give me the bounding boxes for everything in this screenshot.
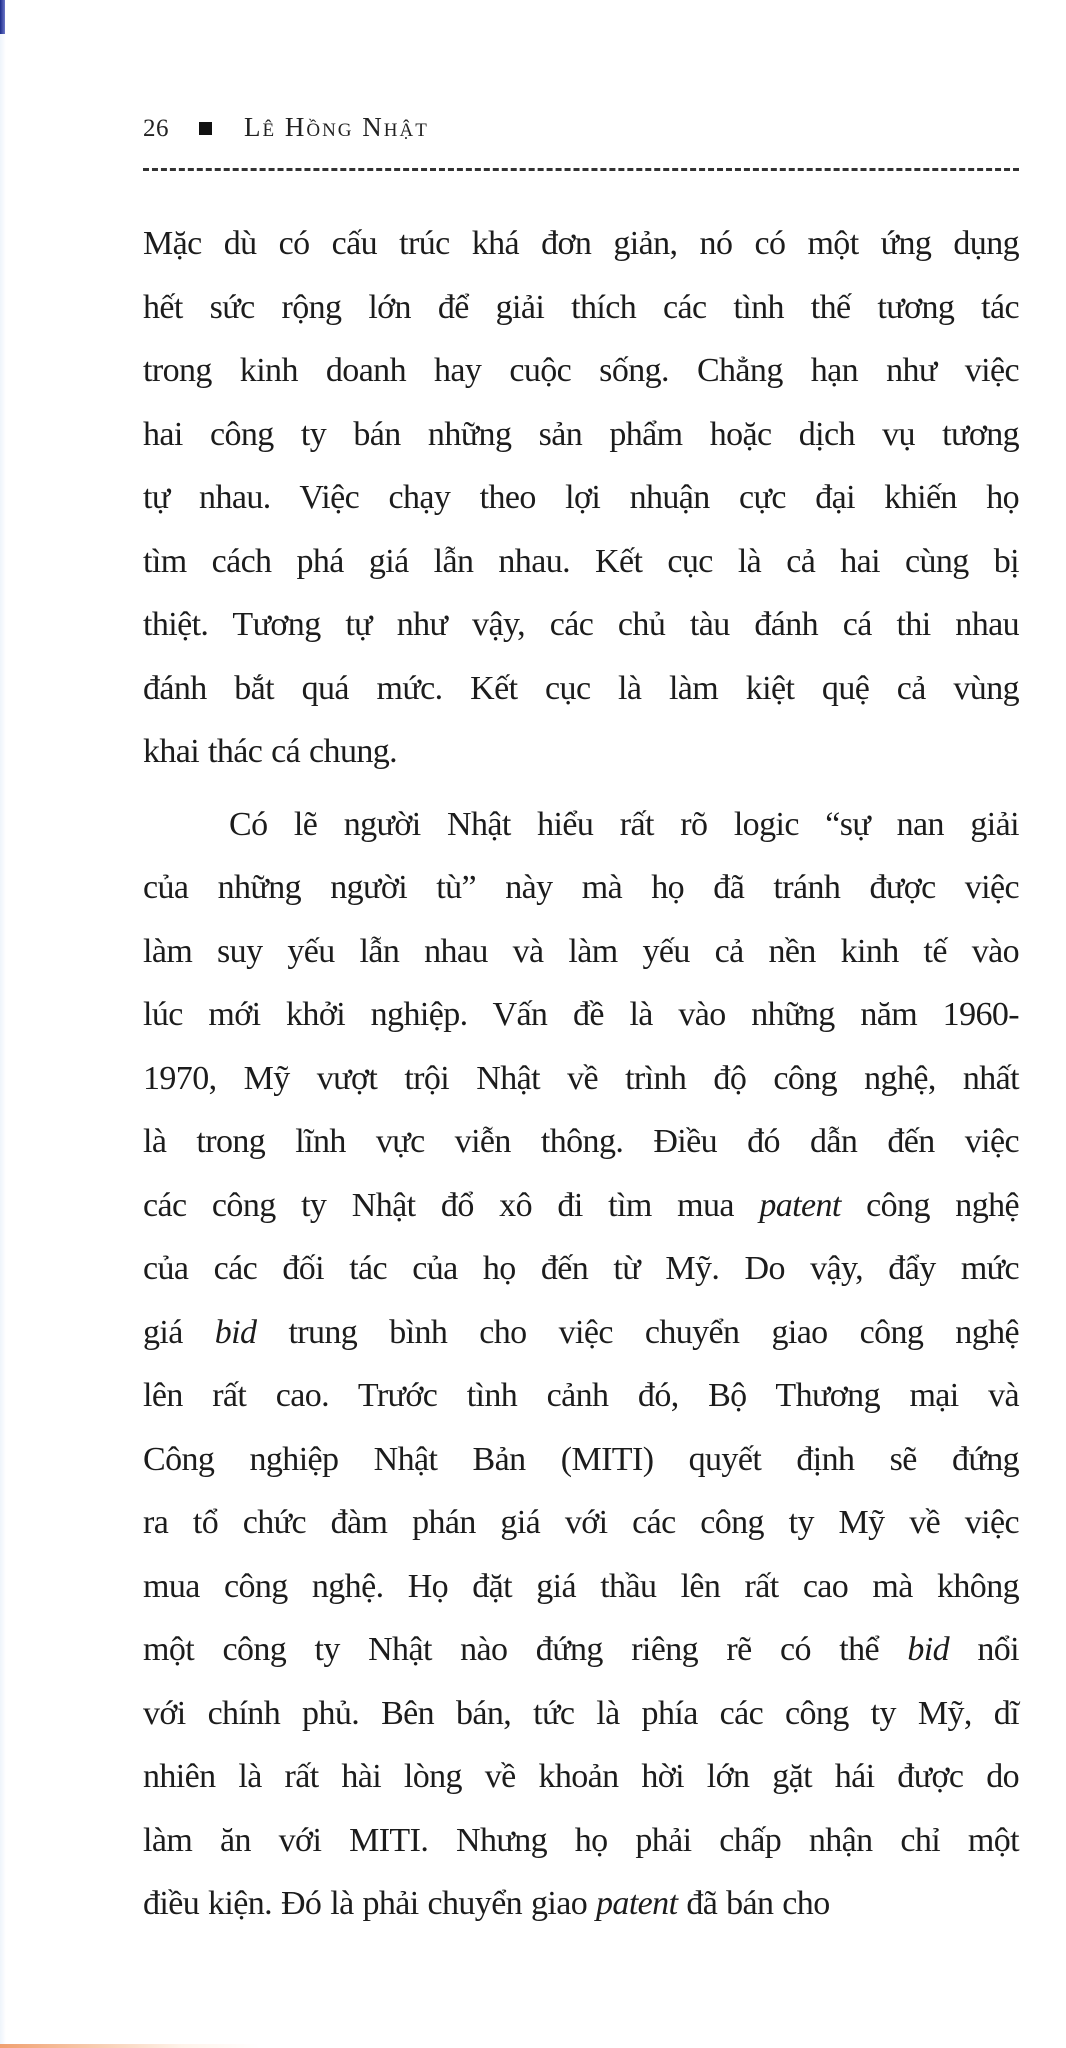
text-segment: khai thác cá chung.	[143, 733, 398, 770]
text-segment: làm suy yếu lẫn nhau và làm yếu cả nền kinh tế vào	[143, 932, 1019, 970]
text-segment: tự nhau. Việc chạy theo lợi nhuận cực đại khiến họ	[143, 479, 1019, 516]
text-line	[143, 657, 1019, 721]
text-segment: làm ăn với MITI. Nhưng họ phải chấp nhận chỉ một	[143, 1821, 1019, 1859]
text-segment: 1970, Mỹ vượt trội Nhật về trình độ công nghệ, nhất	[143, 1059, 1019, 1097]
text-line	[143, 1174, 1019, 1238]
text-line	[143, 1428, 1019, 1492]
text-segment: Công nghiệp Nhật Bản (MITI) quyết định sẽ đứng	[143, 1440, 1019, 1478]
text-segment: lên rất cao. Trước tình cảnh đó, Bộ Thương mại và	[143, 1377, 1019, 1414]
body-text	[143, 212, 1019, 1936]
paragraph-2	[143, 793, 1019, 1936]
black-square-icon	[199, 122, 212, 135]
text-segment: đánh bắt quá mức. Kết cục là làm kiệt quệ cả vùng	[143, 669, 1019, 707]
text-line	[143, 1682, 1019, 1746]
italic-term: bid	[214, 1313, 257, 1351]
text-line	[143, 1237, 1019, 1301]
text-segment: thiệt. Tương tự như vậy, các chủ tàu đánh cá thi nhau	[143, 606, 1019, 643]
text-line	[143, 530, 1019, 594]
text-segment: nổi	[948, 1631, 1019, 1668]
text-segment: điều kiện. Đó là phải chuyển giao	[143, 1885, 597, 1922]
italic-term: patent	[759, 1186, 841, 1224]
text-segment: giá	[143, 1313, 215, 1351]
text-segment: với chính phủ. Bên bán, tức là phía các công ty Mỹ, dĩ	[143, 1694, 1019, 1732]
text-line	[143, 1301, 1019, 1365]
page-bottom-edge	[0, 2044, 260, 2048]
text-line	[143, 339, 1019, 403]
text-line	[143, 466, 1019, 530]
book-spine-edge	[0, 0, 5, 34]
text-line	[143, 276, 1019, 340]
paragraph-1	[143, 212, 1019, 784]
text-line	[143, 920, 1019, 984]
text-line	[143, 1872, 1019, 1936]
text-line	[143, 856, 1019, 920]
text-line	[143, 983, 1019, 1047]
text-segment: hết sức rộng lớn để giải thích các tình thế tương tác	[143, 288, 1019, 326]
text-segment: một công ty Nhật nào đứng riêng rẽ có thể	[143, 1631, 908, 1668]
text-segment: hai công ty bán những sản phẩm hoặc dịch vụ tương	[143, 415, 1019, 453]
author-name: Lê Hồng Nhật	[244, 112, 429, 142]
text-segment: trong kinh doanh hay cuộc sống. Chẳng hạn như việc	[143, 352, 1019, 389]
text-segment: trung bình cho việc chuyển giao công nghệ	[256, 1313, 1020, 1351]
text-segment: ra tổ chức đàm phán giá với các công ty Mỹ về việc	[143, 1504, 1019, 1541]
text-segment: công nghệ	[840, 1186, 1019, 1224]
text-line	[143, 1491, 1019, 1555]
text-segment: đã bán cho	[677, 1885, 830, 1922]
text-segment: là trong lĩnh vực viễn thông. Điều đó dẫn đến việc	[143, 1123, 1019, 1160]
running-header	[143, 112, 429, 146]
page-gutter-shadow	[0, 0, 6, 2048]
text-segment: mua công nghệ. Họ đặt giá thầu lên rất cao mà không	[143, 1567, 1019, 1605]
text-line	[143, 1618, 1019, 1682]
text-line	[143, 793, 1019, 857]
italic-term: bid	[907, 1631, 949, 1668]
text-line	[143, 1110, 1019, 1174]
text-line	[143, 212, 1019, 276]
text-line	[143, 1047, 1019, 1111]
text-segment: Có lẽ người Nhật hiểu rất rõ logic “sự nan giải	[229, 805, 1019, 843]
text-line	[143, 1555, 1019, 1619]
text-segment: của các đối tác của họ đến từ Mỹ. Do vậy, đẩy mức	[143, 1250, 1019, 1287]
text-line	[143, 720, 1019, 784]
text-segment: nhiên là rất hài lòng về khoản hời lớn gặt hái được do	[143, 1758, 1019, 1795]
text-line	[143, 1809, 1019, 1873]
text-segment: các công ty Nhật đổ xô đi tìm mua	[143, 1186, 760, 1224]
text-line	[143, 403, 1019, 467]
text-line	[143, 593, 1019, 657]
text-segment: lúc mới khởi nghiệp. Vấn đề là vào những năm 1960-	[143, 996, 1019, 1033]
italic-term: patent	[596, 1885, 678, 1922]
header-dashed-rule	[143, 168, 1019, 171]
text-segment: của những người tù” này mà họ đã tránh được việc	[143, 869, 1019, 906]
text-segment: tìm cách phá giá lẫn nhau. Kết cục là cả hai cùng bị	[143, 542, 1019, 580]
page-number: 26	[143, 115, 169, 142]
text-line	[143, 1364, 1019, 1428]
text-segment: Mặc dù có cấu trúc khá đơn giản, nó có một ứng dụng	[143, 225, 1019, 262]
text-line	[143, 1745, 1019, 1809]
